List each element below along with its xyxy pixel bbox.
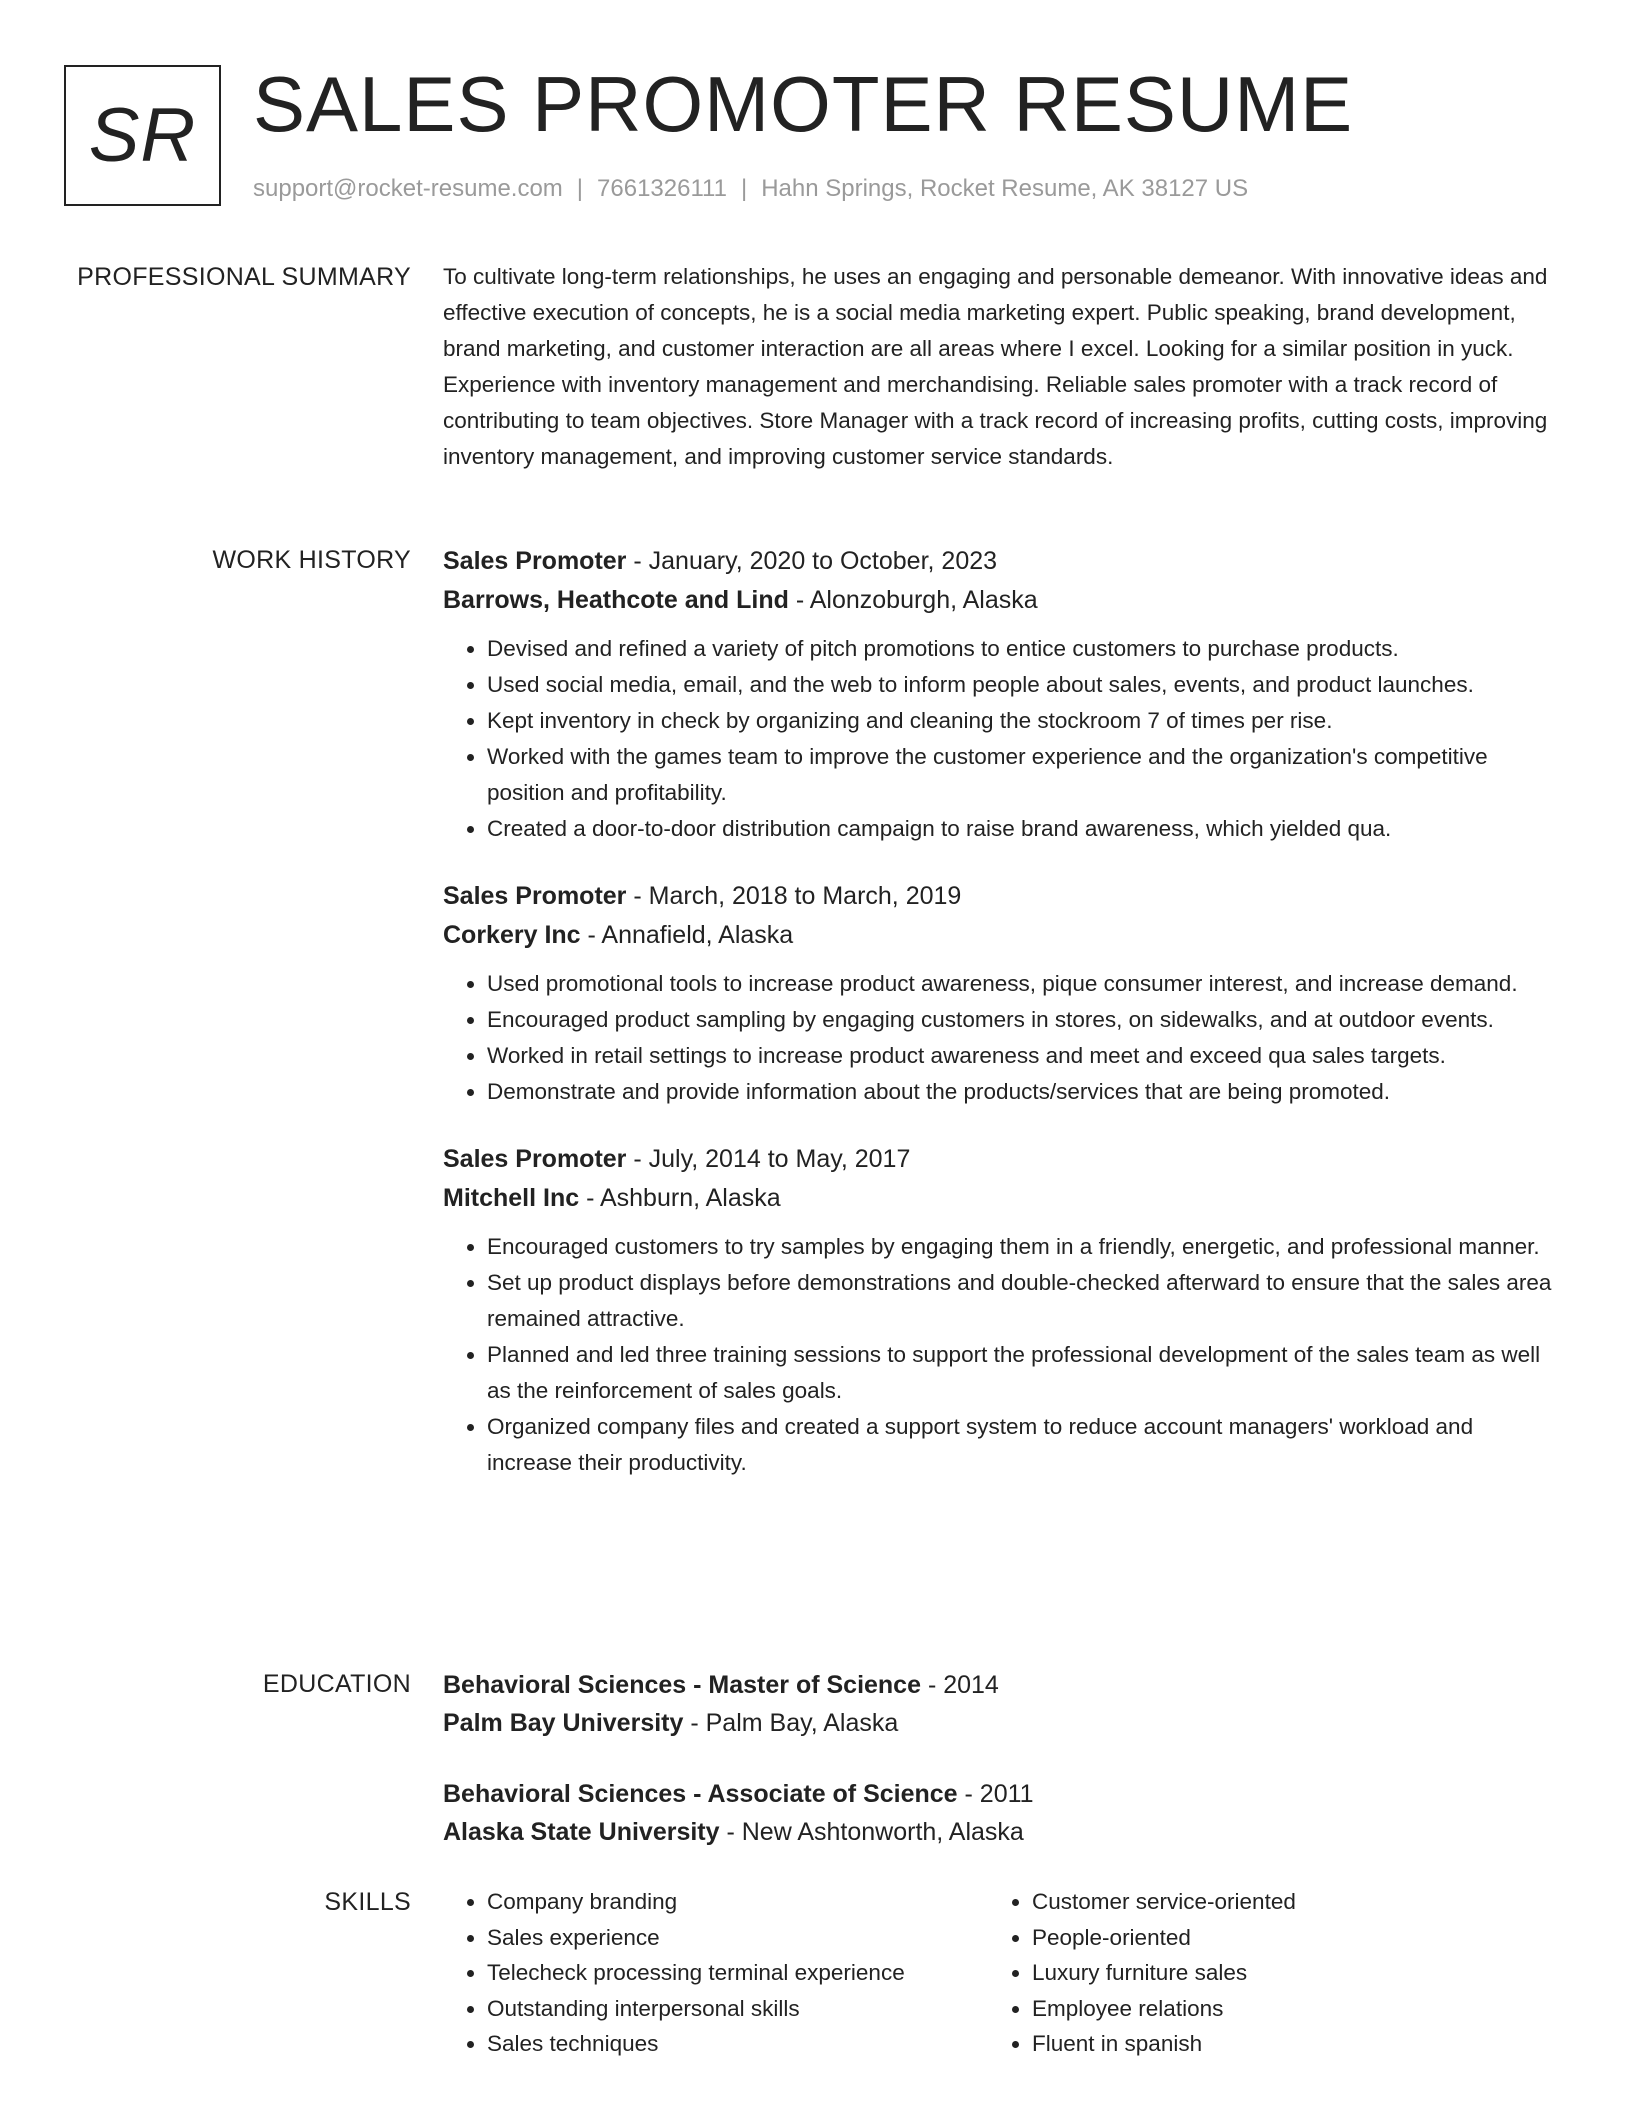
contact-email: support@rocket-resume.com (253, 175, 563, 202)
contact-separator: | (740, 175, 748, 202)
contact-address: Hahn Springs, Rocket Resume, AK 38127 US (761, 175, 1249, 202)
work-history-content (443, 542, 1553, 1511)
contact-line (253, 173, 1248, 205)
job-bullet: • Created a door-to-door distribution campaign to raise brand awareness, which yielded qua. (487, 811, 1553, 847)
section-label-work-history: WORK HISTORY (212, 546, 411, 574)
job-location: - Alonzoburgh, Alaska (788, 586, 1038, 614)
job-dates: - March, 2018 to March, 2019 (626, 882, 962, 910)
skills-column-right (988, 1884, 1533, 2062)
education-location: - Palm Bay, Alaska (683, 1709, 899, 1737)
skills-column-left (443, 1884, 988, 2062)
contact-separator: | (576, 175, 584, 202)
summary-content (443, 259, 1553, 475)
skill-item: • Outstanding interpersonal skills (487, 1991, 988, 2027)
job-title: Sales Promoter (443, 1145, 627, 1173)
job-entry (443, 1140, 1553, 1481)
job-company-line (443, 1179, 1553, 1218)
education-degree: Behavioral Sciences - Master of Science (443, 1671, 921, 1699)
skill-item: • Customer service-oriented (1032, 1884, 1533, 1920)
job-bullet: • Planned and led three training sessions to support the professional development of the sales team as well as the reinforcement of sales goals. (487, 1337, 1553, 1409)
job-bullet: • Encouraged customers to try samples by engaging them in a friendly, energetic, and professional manner. (487, 1229, 1553, 1265)
job-title-line (443, 877, 1553, 916)
skill-item: • Sales techniques (487, 2026, 988, 2062)
education-entry (443, 1666, 1553, 1742)
skill-item: • Fluent in spanish (1032, 2026, 1533, 2062)
job-entry (443, 542, 1553, 847)
job-bullets (443, 631, 1553, 847)
job-title-line (443, 542, 1553, 581)
monogram-logo: SR (64, 65, 221, 206)
job-bullet: • Encouraged product sampling by engaging customers in stores, on sidewalks, and at outdoor events. (487, 1002, 1553, 1038)
job-location: - Ashburn, Alaska (579, 1184, 781, 1212)
job-company: Barrows, Heathcote and Lind (443, 586, 789, 614)
education-school-line (443, 1813, 1553, 1851)
section-label-summary: PROFESSIONAL SUMMARY (77, 263, 411, 291)
job-entry (443, 877, 1553, 1110)
summary-text: To cultivate long-term relationships, he uses an engaging and personable demeanor. With innovative ideas and effective execution of concepts, he is a social media marketing expert. Public speaking, brand development, brand marketing, and customer interaction are all areas where I excel. Looking for a similar position in yuck. Experience with inventory management and merchandising. Reliable sales promoter with a track record of contributing to team objectives. Store Manager with a track record of increasing profits, cutting costs, improving inventory management, and improving customer service standards. (443, 264, 1548, 469)
job-company: Corkery Inc (443, 921, 581, 949)
job-bullets (443, 1229, 1553, 1481)
job-dates: - January, 2020 to October, 2023 (626, 547, 998, 575)
skills-list (443, 1884, 988, 2062)
job-title: Sales Promoter (443, 547, 627, 575)
job-bullet: • Worked with the games team to improve the customer experience and the organization's competitive position and profitability. (487, 739, 1553, 811)
job-location: - Annafield, Alaska (580, 921, 794, 949)
job-bullet: • Set up product displays before demonstrations and double-checked afterward to ensure that the sales area remained attractive. (487, 1265, 1553, 1337)
skill-item: • Sales experience (487, 1920, 988, 1956)
education-content (443, 1666, 1553, 1884)
skills-content (443, 1884, 1553, 2062)
job-dates: - July, 2014 to May, 2017 (626, 1145, 911, 1173)
skill-item: • People-oriented (1032, 1920, 1533, 1956)
section-label-education: EDUCATION (262, 1670, 411, 1698)
job-title-line (443, 1140, 1553, 1179)
education-year: - 2011 (957, 1780, 1034, 1808)
education-school: Alaska State University (443, 1818, 720, 1846)
job-bullet: • Devised and refined a variety of pitch promotions to entice customers to purchase products. (487, 631, 1553, 667)
education-year: - 2014 (921, 1671, 999, 1699)
job-company: Mitchell Inc (443, 1184, 580, 1212)
education-location: - New Ashtonworth, Alaska (719, 1818, 1024, 1846)
skills-list (988, 1884, 1533, 2062)
skill-item: • Company branding (487, 1884, 988, 1920)
skill-item: • Telecheck processing terminal experience (487, 1955, 988, 1991)
education-degree: Behavioral Sciences - Associate of Science (443, 1780, 958, 1808)
job-bullets (443, 966, 1553, 1110)
skill-item: • Employee relations (1032, 1991, 1533, 2027)
resume-title: SALES PROMOTER RESUME (253, 60, 1354, 148)
job-company-line (443, 581, 1553, 620)
job-title: Sales Promoter (443, 882, 627, 910)
education-degree-line (443, 1775, 1553, 1813)
job-bullet: • Demonstrate and provide information about the products/services that are being promoted. (487, 1074, 1553, 1110)
job-bullet: • Used social media, email, and the web to inform people about sales, events, and product launches. (487, 667, 1553, 703)
job-bullet: • Used promotional tools to increase product awareness, pique consumer interest, and increase demand. (487, 966, 1553, 1002)
section-label-skills: SKILLS (324, 1888, 411, 1916)
education-school: Palm Bay University (443, 1709, 684, 1737)
contact-phone: 7661326111 (597, 175, 727, 202)
skills-columns (443, 1884, 1553, 2062)
job-company-line (443, 916, 1553, 955)
education-school-line (443, 1704, 1553, 1742)
education-entry (443, 1775, 1553, 1851)
job-bullet: • Kept inventory in check by organizing and cleaning the stockroom 7 of times per rise. (487, 703, 1553, 739)
job-bullet: • Worked in retail settings to increase product awareness and meet and exceed qua sales targets. (487, 1038, 1553, 1074)
education-degree-line (443, 1666, 1553, 1704)
job-bullet: • Organized company files and created a support system to reduce account managers' workload and increase their productivity. (487, 1409, 1553, 1481)
skill-item: • Luxury furniture sales (1032, 1955, 1533, 1991)
